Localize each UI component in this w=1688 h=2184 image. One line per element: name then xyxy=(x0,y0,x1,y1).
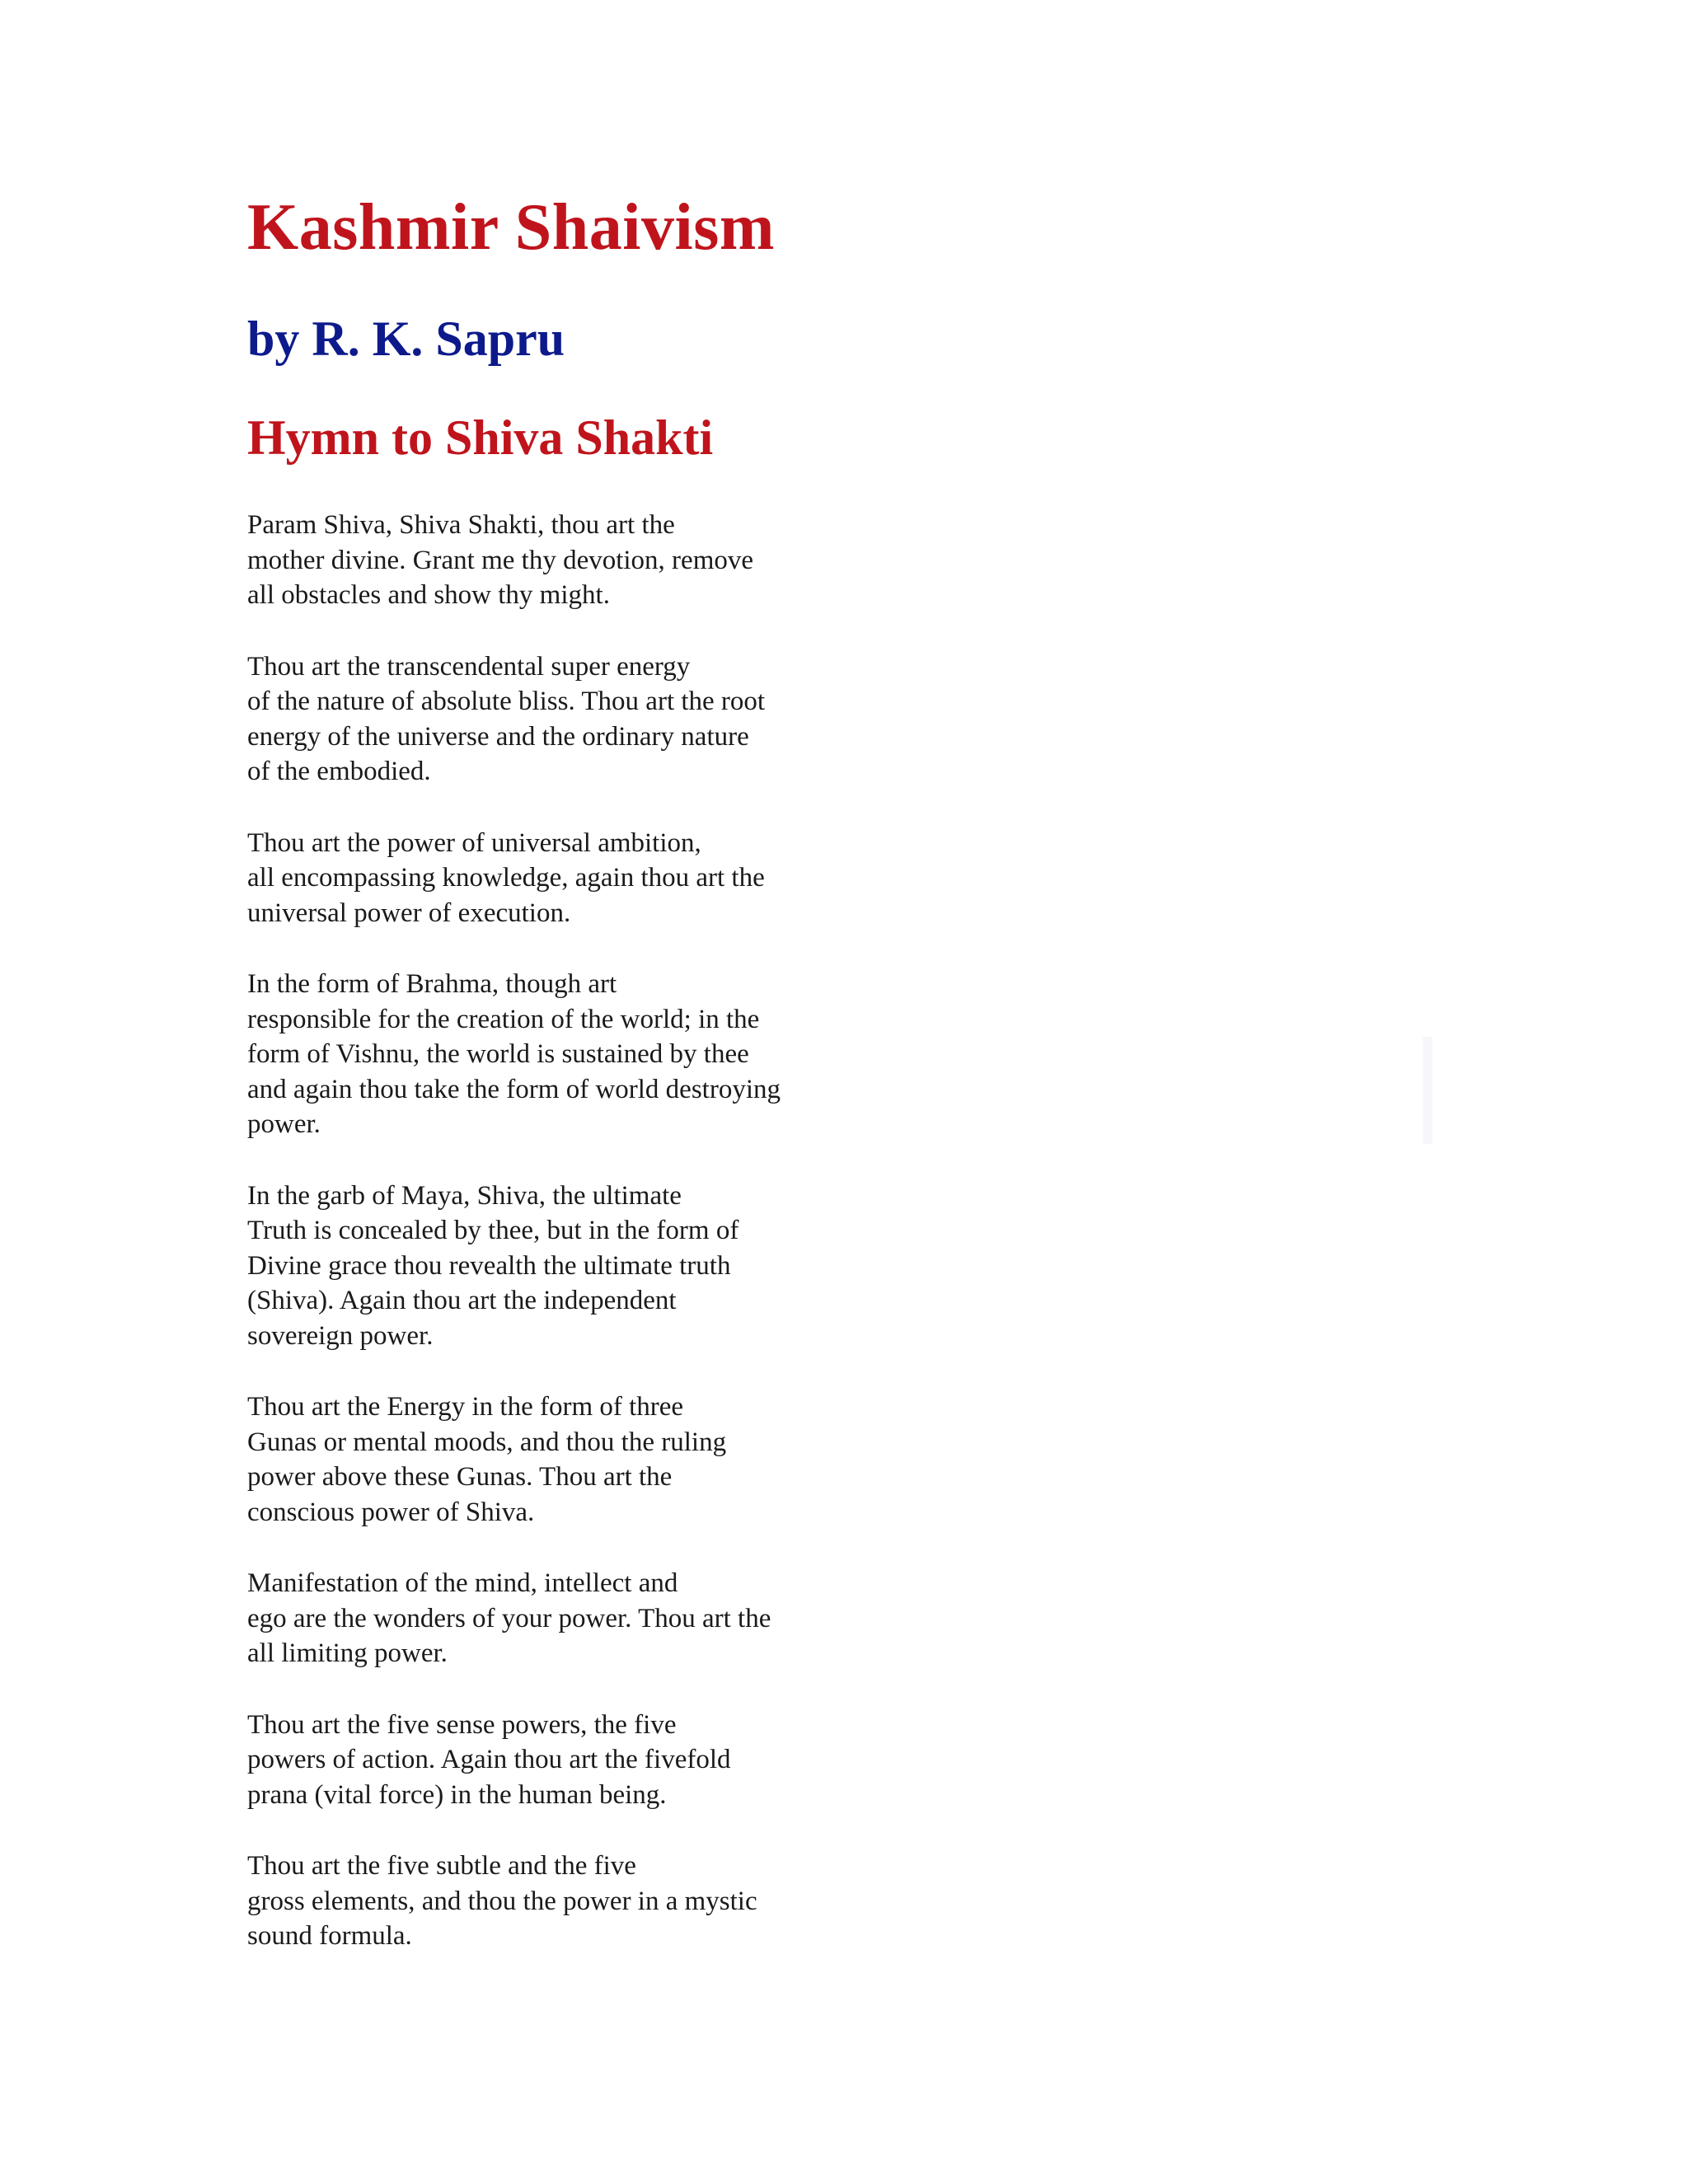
verse-line: Manifestation of the mind, intellect and xyxy=(247,1568,678,1598)
verse-line: of the nature of absolute bliss. Thou art the root xyxy=(247,687,766,716)
verse-line: Param Shiva, Shiva Shakti, thou art the xyxy=(247,510,675,540)
verse-line: all obstacles and show thy might. xyxy=(247,580,610,610)
verse-line: form of Vishnu, the world is sustained by thee xyxy=(247,1039,749,1069)
verse-line: Thou art the five subtle and the five xyxy=(247,1851,636,1881)
verse-line: (Shiva). Again thou art the independent xyxy=(247,1286,677,1315)
verse-line: Gunas or mental moods, and thou the ruling xyxy=(247,1427,727,1457)
document-page xyxy=(247,191,1154,1990)
verse-line: Divine grace thou revealth the ultimate truth xyxy=(247,1250,731,1281)
verse-line: In the garb of Maya, Shiva, the ultimate xyxy=(247,1180,682,1211)
verse-line: power. xyxy=(247,1109,321,1139)
verse-line: sovereign power. xyxy=(247,1320,434,1351)
hymn-verses xyxy=(247,508,1154,1954)
verse-line: Thou art the transcendental super energy xyxy=(247,651,691,682)
stanza xyxy=(247,1390,1154,1530)
verse-line: and again thou take the form of world destroying xyxy=(247,1074,781,1104)
stanza xyxy=(247,826,1154,931)
stanza xyxy=(247,1708,1154,1813)
hymn-title: Hymn to Shiva Shakti xyxy=(247,410,714,465)
verse-line: all limiting power. xyxy=(247,1638,448,1668)
verse-line: all encompassing knowledge, again thou art the xyxy=(247,863,765,893)
stanza xyxy=(247,1849,1154,1954)
verse-line: prana (vital force) in the human being. xyxy=(247,1779,667,1810)
stanza xyxy=(247,649,1154,790)
stanza xyxy=(247,1566,1154,1671)
verse-line: power above these Gunas. Thou art the xyxy=(247,1462,673,1492)
verse-line: universal power of execution. xyxy=(247,898,571,928)
scan-artifact xyxy=(1423,1037,1432,1144)
verse-line: energy of the universe and the ordinary nature xyxy=(247,721,749,752)
verse-line: sound formula. xyxy=(247,1921,412,1951)
document-title: Kashmir Shaivism xyxy=(247,191,775,264)
verse-line: of the embodied. xyxy=(247,757,431,786)
verse-line: Thou art the five sense powers, the five xyxy=(247,1709,677,1740)
verse-line: responsible for the creation of the world; in the xyxy=(247,1004,760,1034)
verse-line: ego are the wonders of your power. Thou art the xyxy=(247,1603,771,1633)
verse-line: powers of action. Again thou art the fivefold xyxy=(247,1745,731,1774)
stanza xyxy=(247,967,1154,1142)
verse-line: mother divine. Grant me thy devotion, remove xyxy=(247,545,754,575)
verse-line: In the form of Brahma, though art xyxy=(247,969,617,999)
verse-line: Thou art the power of universal ambition, xyxy=(247,827,701,858)
stanza xyxy=(247,508,1154,613)
author-byline: by R. K. Sapru xyxy=(247,312,565,366)
verse-line: gross elements, and thou the power in a mystic xyxy=(247,1886,757,1916)
stanza xyxy=(247,1179,1154,1354)
verse-line: Truth is concealed by thee, but in the form of xyxy=(247,1216,739,1245)
verse-line: conscious power of Shiva. xyxy=(247,1497,535,1527)
verse-line: Thou art the Energy in the form of three xyxy=(247,1392,684,1422)
